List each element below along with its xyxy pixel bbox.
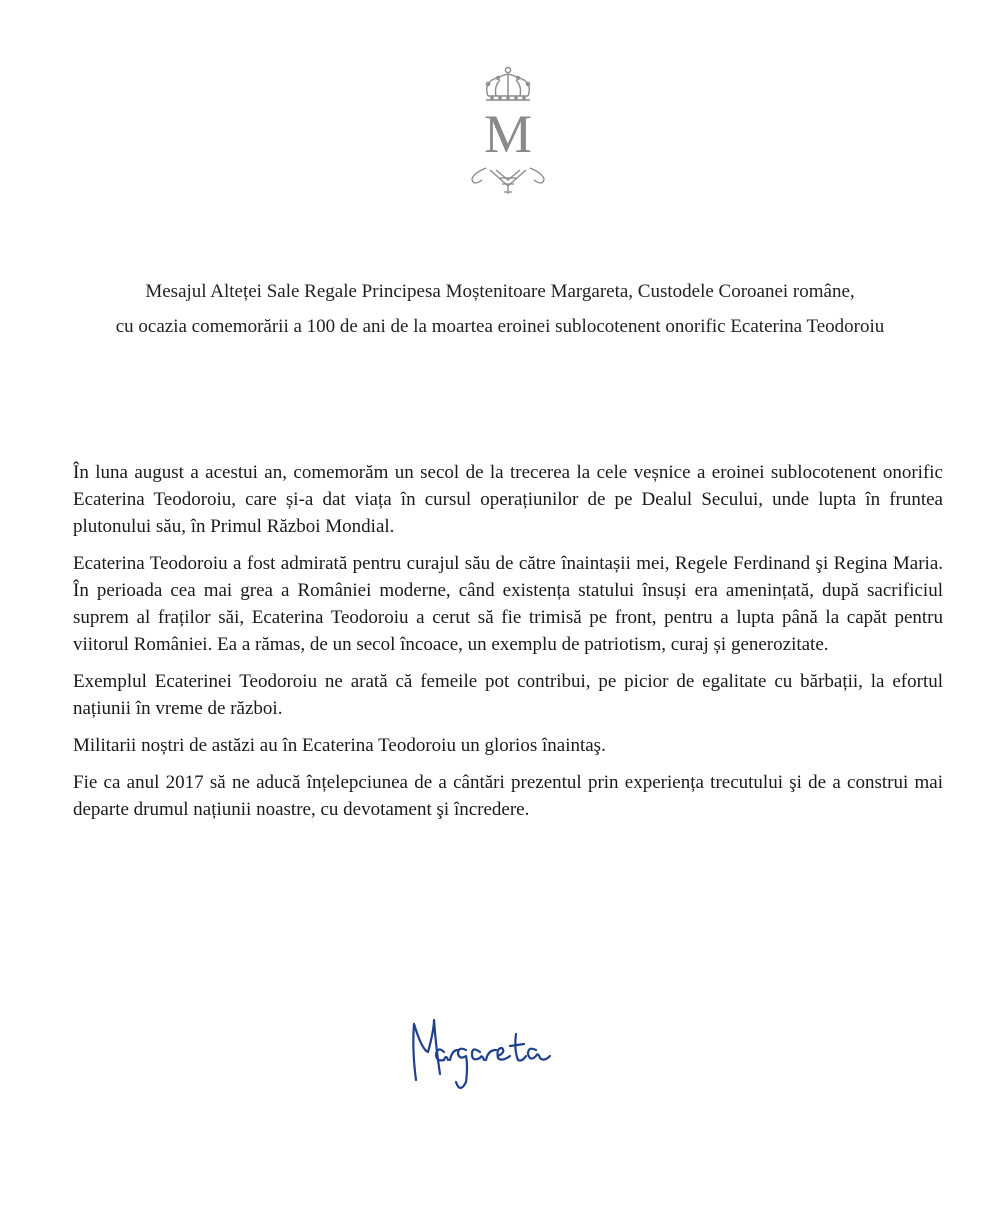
monogram-letter: M [483, 104, 532, 164]
handwritten-signature [400, 990, 570, 1110]
paragraph: Exemplul Ecaterinei Teodoroiu ne arată că femeile pot contribui, pe picior de egalitate cu bărbații, la efortul națiunii în vreme de război. [73, 671, 943, 719]
paragraph: Fie ca anul 2017 să ne aducă înțelepciunea de a cântări prezentul prin experiența trecutului şi de a construi mai departe drumul națiunii noastre, cu devotament şi încredere. [73, 772, 943, 820]
paragraph: Militarii noștri de astăzi au în Ecaterina Teodoroiu un glorios înaintaş. [73, 735, 606, 756]
message-title-line-1: Mesajul Alteței Sale Regale Principesa Moștenitoare Margareta, Custodele Coroanei române, [145, 281, 855, 302]
message-title-line-2: cu ocazia comemorării a 100 de ani de la moartea eroinei sublocotenent onorific Ecaterina Teodoroiu [115, 316, 885, 337]
paragraph: În luna august a acestui an, comemorăm un secol de la trecerea la cele veșnice a eroinei sublocotenent onorific Ecaterina Teodoroiu, care și-a dat viața în cursul operațiunilor de pe Dealul Secului, unde lupta în fruntea plutonului său, în Primul Război Mondial. [73, 462, 943, 537]
signature-text: Margareta [400, 990, 405, 991]
paragraph: Ecaterina Teodoroiu a fost admirată pentru curajul său de către înaintașii mei, Regele Ferdinand şi Regina Maria. În perioada cea mai grea a României moderne, când existența statului însuși era amenințată, după sacrificiul suprem al fraților săi, Ecaterina Teodoroiu a cerut să fie trimisă pe front, pentru a lupta până la capăt pentru viitorul României. Ea a rămas, de un secol încoace, un exemplu de patriotism, curaj și generozitate. [73, 553, 943, 655]
message-body [73, 459, 943, 833]
